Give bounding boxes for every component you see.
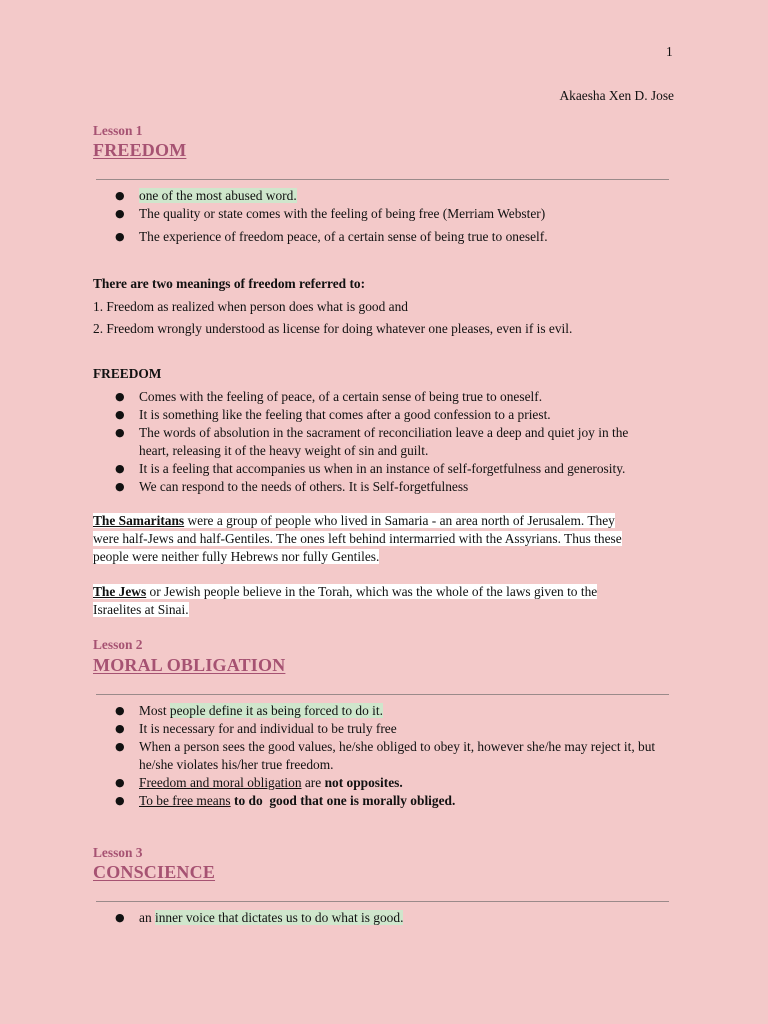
lesson-3-label: Lesson 3 [93,845,143,860]
lesson-2-title: MORAL OBLIGATION [93,655,286,675]
jews-term: The Jews [93,584,147,599]
list-item: ● The words of absolution in the sacrament of reconciliation leave a deep and quiet joy in the heart, releasing it of the heavy weight of sin and guilt. [93,424,673,460]
list-item: ● Freedom and moral obligation are not opposites. [93,774,673,792]
list-item: ● The quality or state comes with the feeling of being free (Merriam Webster) [93,205,673,228]
meanings-heading: There are two meanings of freedom referred to: [93,276,366,291]
samaritans-term: The Samaritans [93,513,185,528]
list-item: ● To be free means to do good that one is morally obliged. [93,792,673,810]
list-item: ● We can respond to the needs of others. It is Self-forgetfulness [93,478,673,496]
lesson-1-bullets [93,187,673,246]
list-item: ● It is a feeling that accompanies us when in an instance of self-forgetfulness and generosity. [93,460,673,478]
jews-paragraph: The Jews or Jewish people believe in the Torah, which was the whole of the laws given to the Israelites at Sinai. [93,584,598,617]
list-item: ● one of the most abused word. [93,187,673,205]
freedom-bullets [93,388,673,496]
page-number: 1 [666,44,673,59]
lesson-1-divider [96,179,669,180]
lesson-2-divider [96,694,669,695]
list-item: ● Comes with the feeling of peace, of a certain sense of being true to oneself. [93,388,673,406]
samaritans-paragraph: The Samaritans were a group of people who lived in Samaria - an area north of Jerusalem. They were half-Jews and half-Gentiles. The ones left behind intermarried with the Assyrians. Thus these people were neither fully Hebrews nor fully Gentiles. [93,513,622,564]
list-item: ● It is something like the feeling that comes after a good confession to a priest. [93,406,673,424]
freedom-heading: FREEDOM [93,366,162,381]
author-name: Akaesha Xen D. Jose [559,88,674,103]
lesson-3-bullets [93,909,673,927]
list-item: ● an inner voice that dictates us to do what is good. [93,909,673,927]
list-item: ● The experience of freedom peace, of a certain sense of being true to oneself. [93,228,673,246]
lesson-1-title: FREEDOM [93,140,187,160]
lesson-3-divider [96,901,669,902]
list-item: ● Most people define it as being forced to do it. [93,702,673,720]
meaning-item: 2. Freedom wrongly understood as license for doing whatever one pleases, even if is evil. [93,321,573,336]
lesson-1-label: Lesson 1 [93,123,143,138]
lesson-2-label: Lesson 2 [93,637,143,652]
list-item: ● When a person sees the good values, he/she obliged to obey it, however she/he may reject it, but he/she violates his/her true freedom. [93,738,673,774]
lesson-2-bullets [93,702,673,810]
lesson-3-title: CONSCIENCE [93,862,216,882]
meaning-item: 1. Freedom as realized when person does what is good and [93,299,408,314]
list-item: ● It is necessary for and individual to be truly free [93,720,673,738]
